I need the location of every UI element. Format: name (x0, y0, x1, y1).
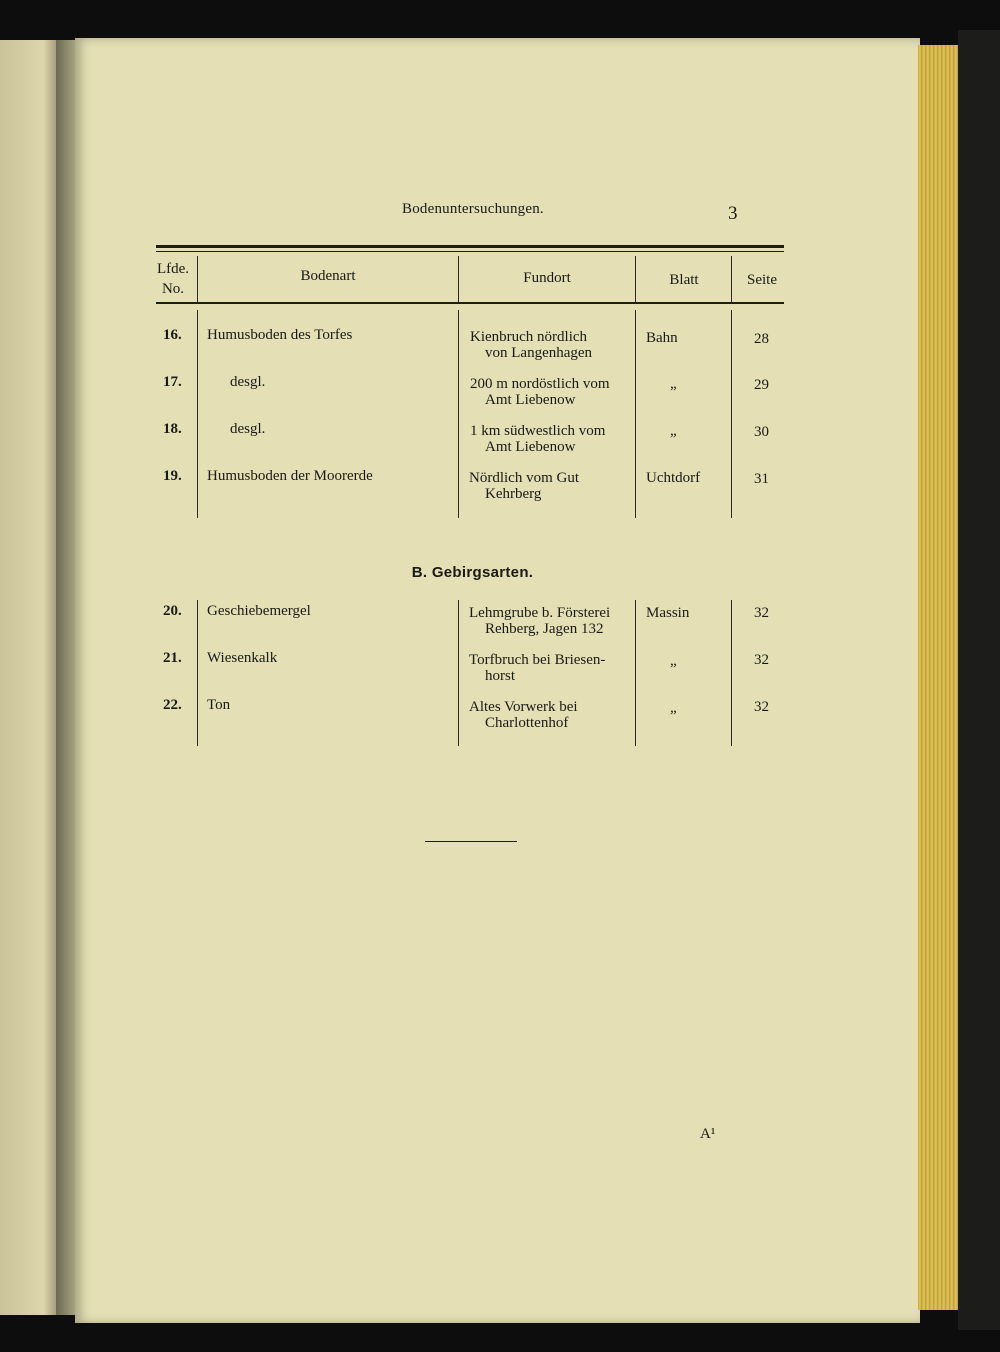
page-edges (918, 45, 960, 1310)
blatt-cell: „ (670, 653, 677, 669)
col-header-blatt: Blatt (669, 272, 699, 288)
col-divider (731, 600, 732, 746)
row-number: 18. (163, 421, 182, 437)
fundort-cell-line2: Amt Liebenow (485, 392, 576, 408)
col-header-fundort: Fundort (523, 270, 571, 286)
bodenart-cell: Ton (207, 697, 231, 713)
row-number: 19. (163, 468, 182, 484)
blatt-cell: Massin (646, 605, 690, 621)
blatt-cell: Bahn (646, 330, 678, 346)
fundort-cell-line2: von Langenhagen (485, 345, 593, 361)
signature-mark: A¹ (700, 1126, 716, 1142)
fundort-cell-line2: Charlottenhof (485, 715, 569, 731)
bodenart-cell: Humusboden der Moorerde (207, 468, 373, 484)
col-divider (635, 600, 636, 746)
fundort-cell-line2: horst (485, 668, 515, 684)
blatt-cell: Uchtdorf (646, 470, 701, 486)
col-header-bodenart: Bodenart (300, 268, 356, 284)
table-top-rule-thin (156, 251, 784, 252)
row-number: 16. (163, 327, 182, 343)
seite-cell: 30 (754, 424, 769, 440)
closing-rule (425, 841, 517, 842)
fundort-cell-line2: Rehberg, Jagen 132 (485, 621, 604, 637)
fundort-cell: 200 m nordöstlich vom (470, 376, 610, 392)
left-page-edge (0, 40, 62, 1315)
col-divider (458, 310, 459, 518)
fundort-cell: Lehmgrube b. Försterei (469, 605, 611, 621)
blatt-cell: „ (670, 423, 677, 439)
seite-cell: 32 (754, 605, 769, 621)
bodenart-cell: desgl. (230, 421, 266, 437)
blatt-cell: „ (670, 700, 677, 716)
col-divider (458, 600, 459, 746)
header-bottom-rule (156, 302, 784, 304)
seite-cell: 29 (754, 377, 769, 393)
book-cover (958, 30, 1000, 1330)
fundort-cell: Kienbruch nördlich (470, 329, 588, 345)
bodenart-cell: Wiesenkalk (207, 650, 278, 666)
bodenart-cell: Geschiebemergel (207, 603, 311, 619)
col-header-lfde: Lfde. No. (156, 261, 190, 297)
seite-cell: 32 (754, 652, 769, 668)
fundort-cell: Torfbruch bei Briesen- (469, 652, 606, 668)
seite-cell: 28 (754, 331, 769, 347)
col-divider (635, 310, 636, 518)
row-number: 20. (163, 603, 182, 619)
col-divider (197, 600, 198, 746)
bodenart-cell: desgl. (230, 374, 266, 390)
running-header: Bodenuntersuchungen. (402, 201, 544, 217)
section-title: B. Gebirgsarten. (411, 564, 534, 581)
fundort-cell-line2: Kehrberg (485, 486, 542, 502)
table-top-rule (156, 245, 784, 248)
fundort-cell: 1 km südwestlich vom (470, 423, 606, 439)
row-number: 22. (163, 697, 182, 713)
fundort-cell: Altes Vorwerk bei (469, 699, 578, 715)
blatt-cell: „ (670, 376, 677, 392)
fundort-cell-line2: Amt Liebenow (485, 439, 576, 455)
seite-cell: 31 (754, 471, 769, 487)
col-divider (731, 310, 732, 518)
col-header-seite: Seite (747, 272, 777, 288)
col-divider (197, 310, 198, 518)
page-number: 3 (728, 203, 738, 224)
bodenart-cell: Humusboden des Torfes (207, 327, 353, 343)
row-number: 21. (163, 650, 182, 666)
fundort-cell: Nördlich vom Gut (469, 470, 579, 486)
seite-cell: 32 (754, 699, 769, 715)
row-number: 17. (163, 374, 182, 390)
